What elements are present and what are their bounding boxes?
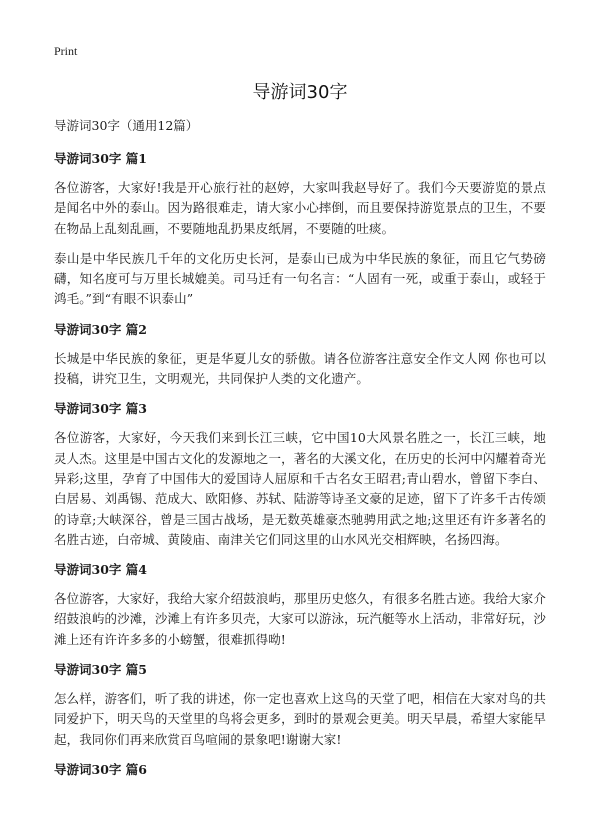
section-5 (54, 660, 546, 750)
section-3 (54, 399, 546, 550)
section-4 (54, 560, 546, 650)
paragraph: 怎么样，游客们，听了我的讲述，你一定也喜欢上这鸟的天堂了吧，相信在大家对鸟的共同爱护下，明天鸟的天堂里的鸟将会更多，到时的景观会更美。明天早晨，希望大家能早起，我同你们再来欣赏百鸟喧闹的景象吧!谢谢大家! (54, 691, 546, 747)
section-heading: 导游词30字 篇5 (54, 662, 147, 678)
document-subtitle: 导游词30字（通用12篇） (54, 118, 199, 133)
paragraph: 泰山是中华民族几千年的文化历史长河，是泰山已成为中华民族的象征，而且它气势磅礴，知名度可与万里长城媲美。司马迁有一句名言：“人固有一死，或重于泰山，或轻于鸿毛。”到“有眼不识泰山” (54, 250, 546, 307)
section-heading: 导游词30字 篇6 (54, 761, 147, 777)
page-title: 导游词30字 (252, 82, 348, 103)
paragraph: 各位游客，大家好，我给大家介绍鼓浪屿，那里历史悠久，有很多名胜古迹。我给大家介绍鼓浪屿的沙滩，沙滩上有许多贝壳，大家可以游泳，玩汽艇等水上活动，非常好玩，沙滩上还有许许多多的小螃蟹，很难抓得呦! (54, 591, 546, 647)
section-heading: 导游词30字 篇3 (54, 401, 147, 417)
paragraph: 各位游客，大家好，今天我们来到长江三峡，它中国10大风景名胜之一，长江三峡，地灵人杰。这里是中国古文化的发源地之一，著名的大溪文化，在历史的长河中闪耀着奇光异彩;这里，孕育了中国伟大的爱国诗人屈原和千古名女王昭君;青山碧水，曾留下李白、白居易、刘禹锡、范成大、欧阳修、苏轼、陆游等诗圣文豪的足迹，留下了许多千古传颂的诗章;大峡深谷，曾是三国古战场，是无数英雄豪杰驰骋用武之地;这里还有许多著名的名胜古迹，白帝城、黄陵庙、南津关它们同这里的山水风光交相辉映，名扬四海。 (54, 430, 546, 547)
paragraph: 各位游客，大家好!我是开心旅行社的赵婷，大家叫我赵导好了。我们今天要游览的景点是闻名中外的泰山。因为路很难走，请大家小心摔倒，而且要保持游览景点的卫生，不要在物品上乱刻乱画，不要随地乱扔果皮纸屑，不要随的吐痰。 (54, 180, 546, 236)
section-1 (54, 149, 546, 310)
section-heading: 导游词30字 篇2 (54, 321, 147, 337)
section-6 (54, 760, 546, 780)
document-content (54, 116, 546, 789)
section-heading: 导游词30字 篇1 (54, 151, 147, 166)
print-link[interactable]: Print (54, 44, 78, 58)
section-heading: 导游词30字 篇4 (54, 562, 147, 578)
paragraph: 长城是中华民族的象征，更是华夏儿女的骄傲。请各位游客注意安全作文人网 你也可以投稿，讲究卫生，文明观光，共同保护人类的文化遗产。 (54, 350, 546, 387)
section-2 (54, 320, 546, 390)
